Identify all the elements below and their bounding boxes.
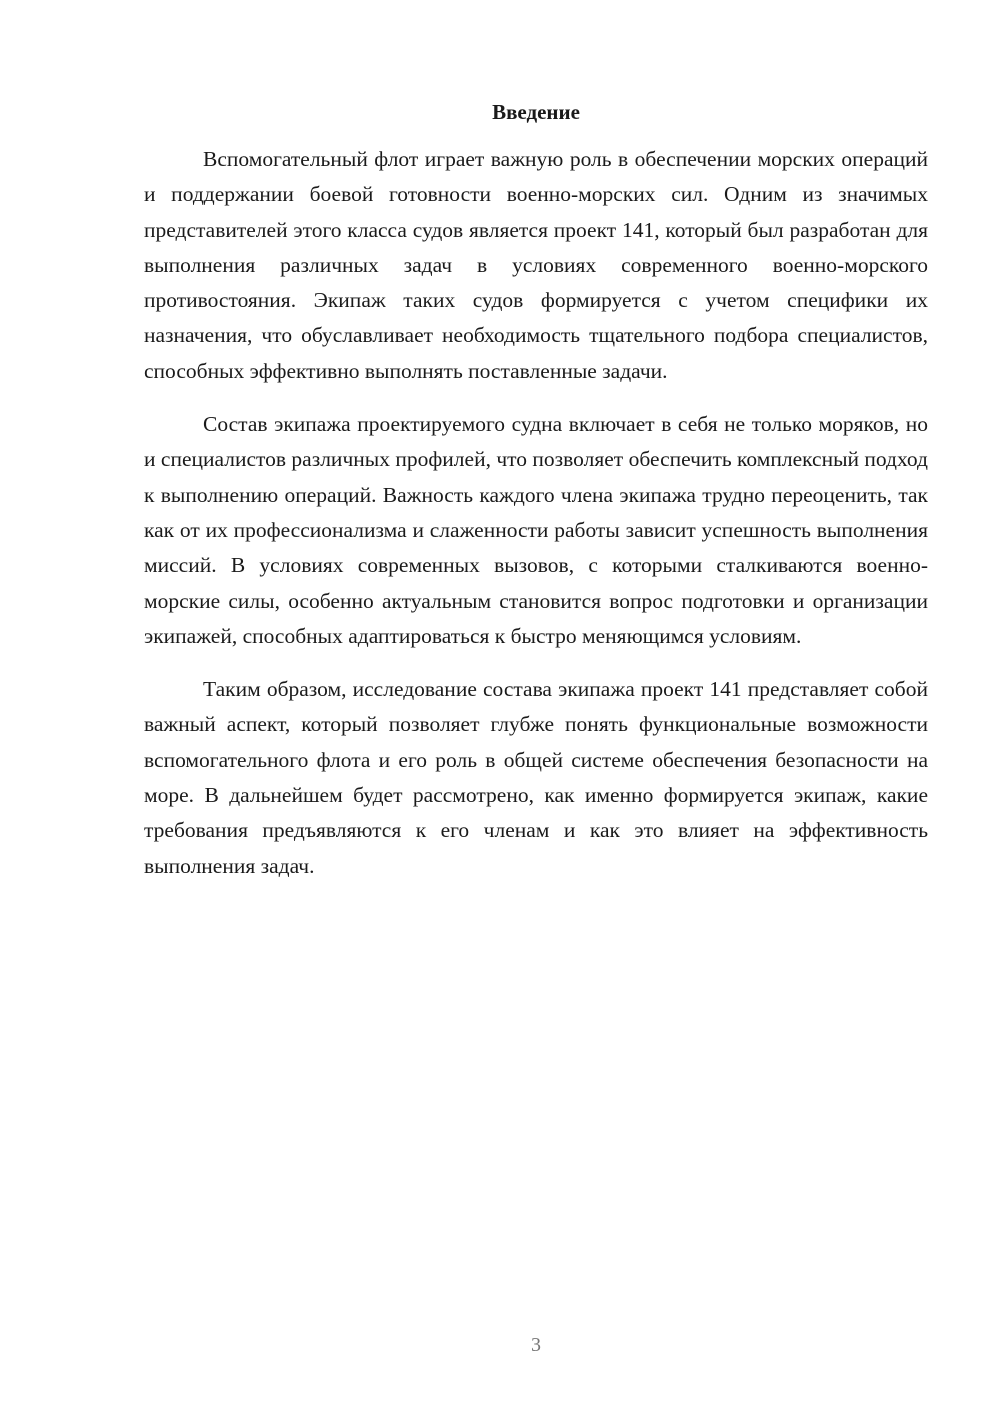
paragraph-1: Вспомогательный флот играет важную роль в обеспечении морских операций и поддержании боевой готовности военно-морских сил. Одним из значимых представителей этого класса судов является проект 141, который был разработан для выполнения различных задач в условиях современного военно-морского противостояния. Экипаж таких судов формируется с учетом специфики их назначения, что обуславливает необходимость тщательного подбора специалистов, способных эффективно выполнять поставленные задачи.: [144, 147, 928, 383]
paragraph-2: Состав экипажа проектируемого судна включает в себя не только моряков, но и специалистов различных профилей, что позволяет обеспечить комплексный подход к выполнению операций. Важность каждого члена экипажа трудно переоценить, так как от их профессионализма и слаженности работы зависит успешность выполнения миссий. В условиях современных вызовов, с которыми сталкиваются военно-морские силы, особенно актуальным становится вопрос подготовки и организации экипажей, способных адаптироваться к быстро меняющимся условиям.: [144, 412, 928, 648]
section-heading: Введение: [492, 100, 580, 124]
body-text: [144, 142, 928, 884]
paragraph-3: Таким образом, исследование состава экипажа проект 141 представляет собой важный аспект, который позволяет глубже понять функциональные возможности вспомогательного флота и его роль в общей системе обеспечения безопасности на море. В дальнейшем будет рассмотрено, как именно формируется экипаж, какие требования предъявляются к его членам и как это влияет на эффективность выполнения задач.: [144, 677, 928, 878]
page-number: 3: [531, 1334, 541, 1356]
